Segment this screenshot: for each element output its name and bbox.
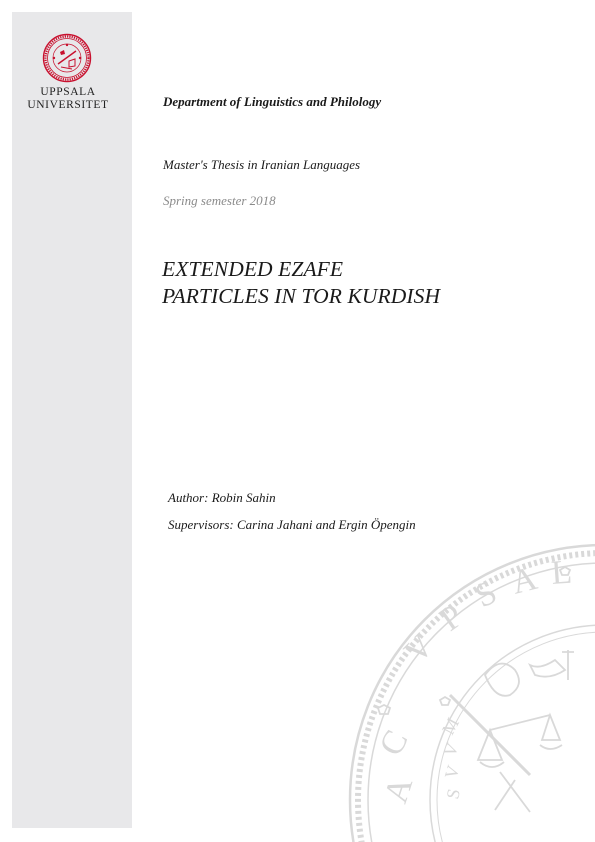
sidebar-panel <box>12 12 132 828</box>
svg-text:S: S <box>469 573 503 616</box>
supervisors-line: Supervisors: Carina Jahani and Ergin Öpengin <box>168 517 416 532</box>
svg-text:L: L <box>549 553 574 592</box>
thesis-title <box>162 256 562 310</box>
svg-text:C: C <box>372 724 416 762</box>
svg-text:V: V <box>440 763 464 782</box>
university-name <box>14 86 122 112</box>
svg-text:V: V <box>439 739 463 760</box>
department-name: Department of Linguistics and Philology <box>163 94 382 109</box>
svg-text:M: M <box>437 714 464 738</box>
thesis-semester: Spring semester 2018 <box>163 193 276 208</box>
thesis-degree: Master's Thesis in Iranian Languages <box>163 157 361 172</box>
svg-text:V: V <box>397 627 442 671</box>
svg-text:A: A <box>377 772 421 808</box>
university-name-line1: UPPSALA <box>40 86 96 98</box>
university-name-line2: UNIVERSITET <box>27 99 109 111</box>
svg-text:S: S <box>442 786 464 801</box>
svg-text:A: A <box>507 559 541 602</box>
author-line: Author: Robin Sahin <box>168 490 276 505</box>
university-seal-icon <box>42 33 92 83</box>
university-seal-watermark-icon <box>340 540 595 842</box>
thesis-title-line2: PARTICLES IN TOR KURDISH <box>162 284 441 308</box>
thesis-title-line1: EXTENDED EZAFE <box>162 257 344 281</box>
svg-text:P: P <box>433 597 471 639</box>
